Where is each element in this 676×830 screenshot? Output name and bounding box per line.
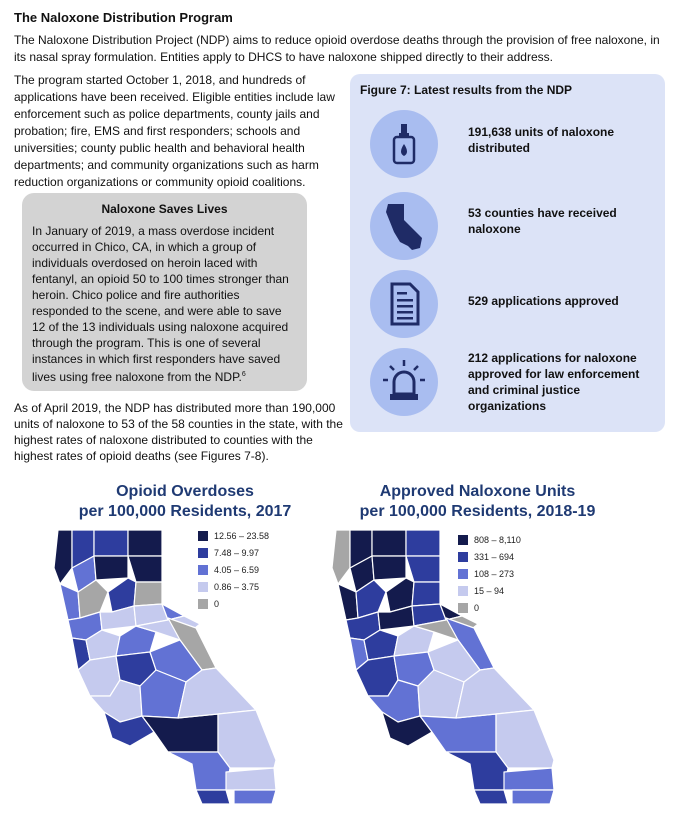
county-region [128, 556, 162, 582]
map-1-california-counties [50, 520, 310, 810]
map-2-title [335, 482, 620, 522]
legend-item [198, 578, 269, 595]
map-1-title [60, 482, 310, 522]
stat-units-distributed: 191,638 units of naloxone distributed [468, 125, 615, 155]
county-region [412, 582, 440, 606]
county-region [446, 752, 508, 790]
map-2-legend [458, 531, 521, 616]
legend-item [198, 527, 269, 544]
legend-item [458, 565, 521, 582]
footnote-marker: 6 [241, 371, 246, 378]
county-region [474, 790, 508, 804]
county-region [226, 768, 276, 790]
naloxone-spray-icon [370, 110, 438, 178]
legend-label: 808 – 8,110 [474, 534, 521, 545]
legend-swatch [458, 569, 468, 579]
intro-paragraph: The Naloxone Distribution Project (NDP) aims to reduce opioid overdose deaths through the provision of free naloxone, in its nasal spray formulation. Entities apply to DHCS to have naloxone shipped directly to their address. [14, 33, 660, 64]
county-region [372, 530, 406, 556]
county-region [196, 790, 230, 804]
legend-label: 0 [214, 598, 220, 609]
county-region [218, 710, 276, 768]
distribution-paragraph: As of April 2019, the NDP has distributed more than 190,000 units of naloxone to 53 of the 58 counties in the state, with the highest rates of naloxone distributed to counties with the highest rates of opioid deaths (see Figures 7-8). [14, 401, 343, 463]
legend-label: 15 – 94 [474, 585, 505, 596]
stat-law-enforcement-applications: 212 applications for naloxone approved for law enforcement and criminal justice organizations [468, 351, 640, 413]
document-icon [370, 270, 438, 338]
county-region [94, 530, 128, 556]
legend-label: 0.86 – 3.75 [214, 581, 260, 592]
siren-icon [370, 348, 438, 416]
program-paragraph: The program started October 1, 2018, and hundreds of applications have been received. Eligible entities include law enforcement such as police departments, county jails and probation; fire, EMS and first responders; schools and universities; county public health and behavioral health departments; and community organizations such as harm reduction organizations or community opioid coalitions. [14, 73, 335, 189]
county-region [512, 790, 554, 804]
callout-title: Naloxone Saves Lives [101, 202, 228, 216]
naloxone-saves-lives-callout [22, 193, 307, 391]
callout-text [32, 223, 297, 385]
map-2-title-line2: per 100,000 Residents, 2018-19 [359, 503, 596, 520]
legend-label: 108 – 273 [474, 568, 515, 579]
map-1-title-line2: per 100,000 Residents, 2017 [78, 503, 292, 520]
legend-item [458, 582, 521, 599]
legend-label: 7.48 – 9.97 [214, 547, 260, 558]
county-region [168, 752, 230, 790]
legend-item [458, 531, 521, 548]
legend-swatch [198, 582, 208, 592]
legend-swatch [198, 548, 208, 558]
legend-label: 331 – 694 [474, 551, 515, 562]
figure-7-panel [350, 74, 665, 432]
map-2-title-line1: Approved Naloxone Units [379, 483, 576, 500]
county-region [94, 556, 128, 580]
county-region [128, 530, 162, 556]
county-region [504, 768, 554, 790]
legend-item [198, 544, 269, 561]
county-region [332, 530, 350, 584]
section-title: The Naloxone Distribution Program [14, 10, 233, 25]
legend-item [458, 548, 521, 565]
stat-counties-received: 53 counties have received naloxone [468, 206, 617, 236]
legend-swatch [458, 535, 468, 545]
county-region [134, 582, 162, 606]
california-map-icon [370, 192, 438, 260]
legend-swatch [458, 586, 468, 596]
legend-label: 4.05 – 6.59 [214, 564, 260, 575]
legend-item [458, 599, 521, 616]
legend-label: 12.56 – 23.58 [214, 530, 270, 541]
county-region [234, 790, 276, 804]
legend-swatch [198, 531, 208, 541]
legend-item [198, 561, 269, 578]
legend-item [198, 595, 269, 612]
county-region [54, 530, 72, 584]
legend-swatch [198, 565, 208, 575]
county-region [372, 556, 406, 580]
legend-label: 0 [474, 602, 480, 613]
legend-swatch [458, 552, 468, 562]
county-region [496, 710, 554, 768]
county-region [406, 530, 440, 556]
map-1-title-line1: Opioid Overdoses [116, 483, 254, 500]
legend-swatch [458, 603, 468, 613]
figure-title: Figure 7: Latest results from the NDP [360, 83, 573, 97]
legend-swatch [198, 599, 208, 609]
county-region [406, 556, 440, 582]
callout-body: In January of 2019, a mass overdose incident occurred in Chico, CA, in which a group of individuals overdosed on heroin laced with fentanyl, an opioid 50 to 100 times stronger than heroin. Chico police and fire authorities responded to the scene, and were able to save 12 of the 13 individuals using naloxone acquired through the program. This is one of several instances in which first responders have saved lives using free naloxone from the NDP. [32, 224, 289, 384]
map-1-legend [198, 527, 269, 612]
stat-applications-approved: 529 applications approved [468, 294, 619, 308]
